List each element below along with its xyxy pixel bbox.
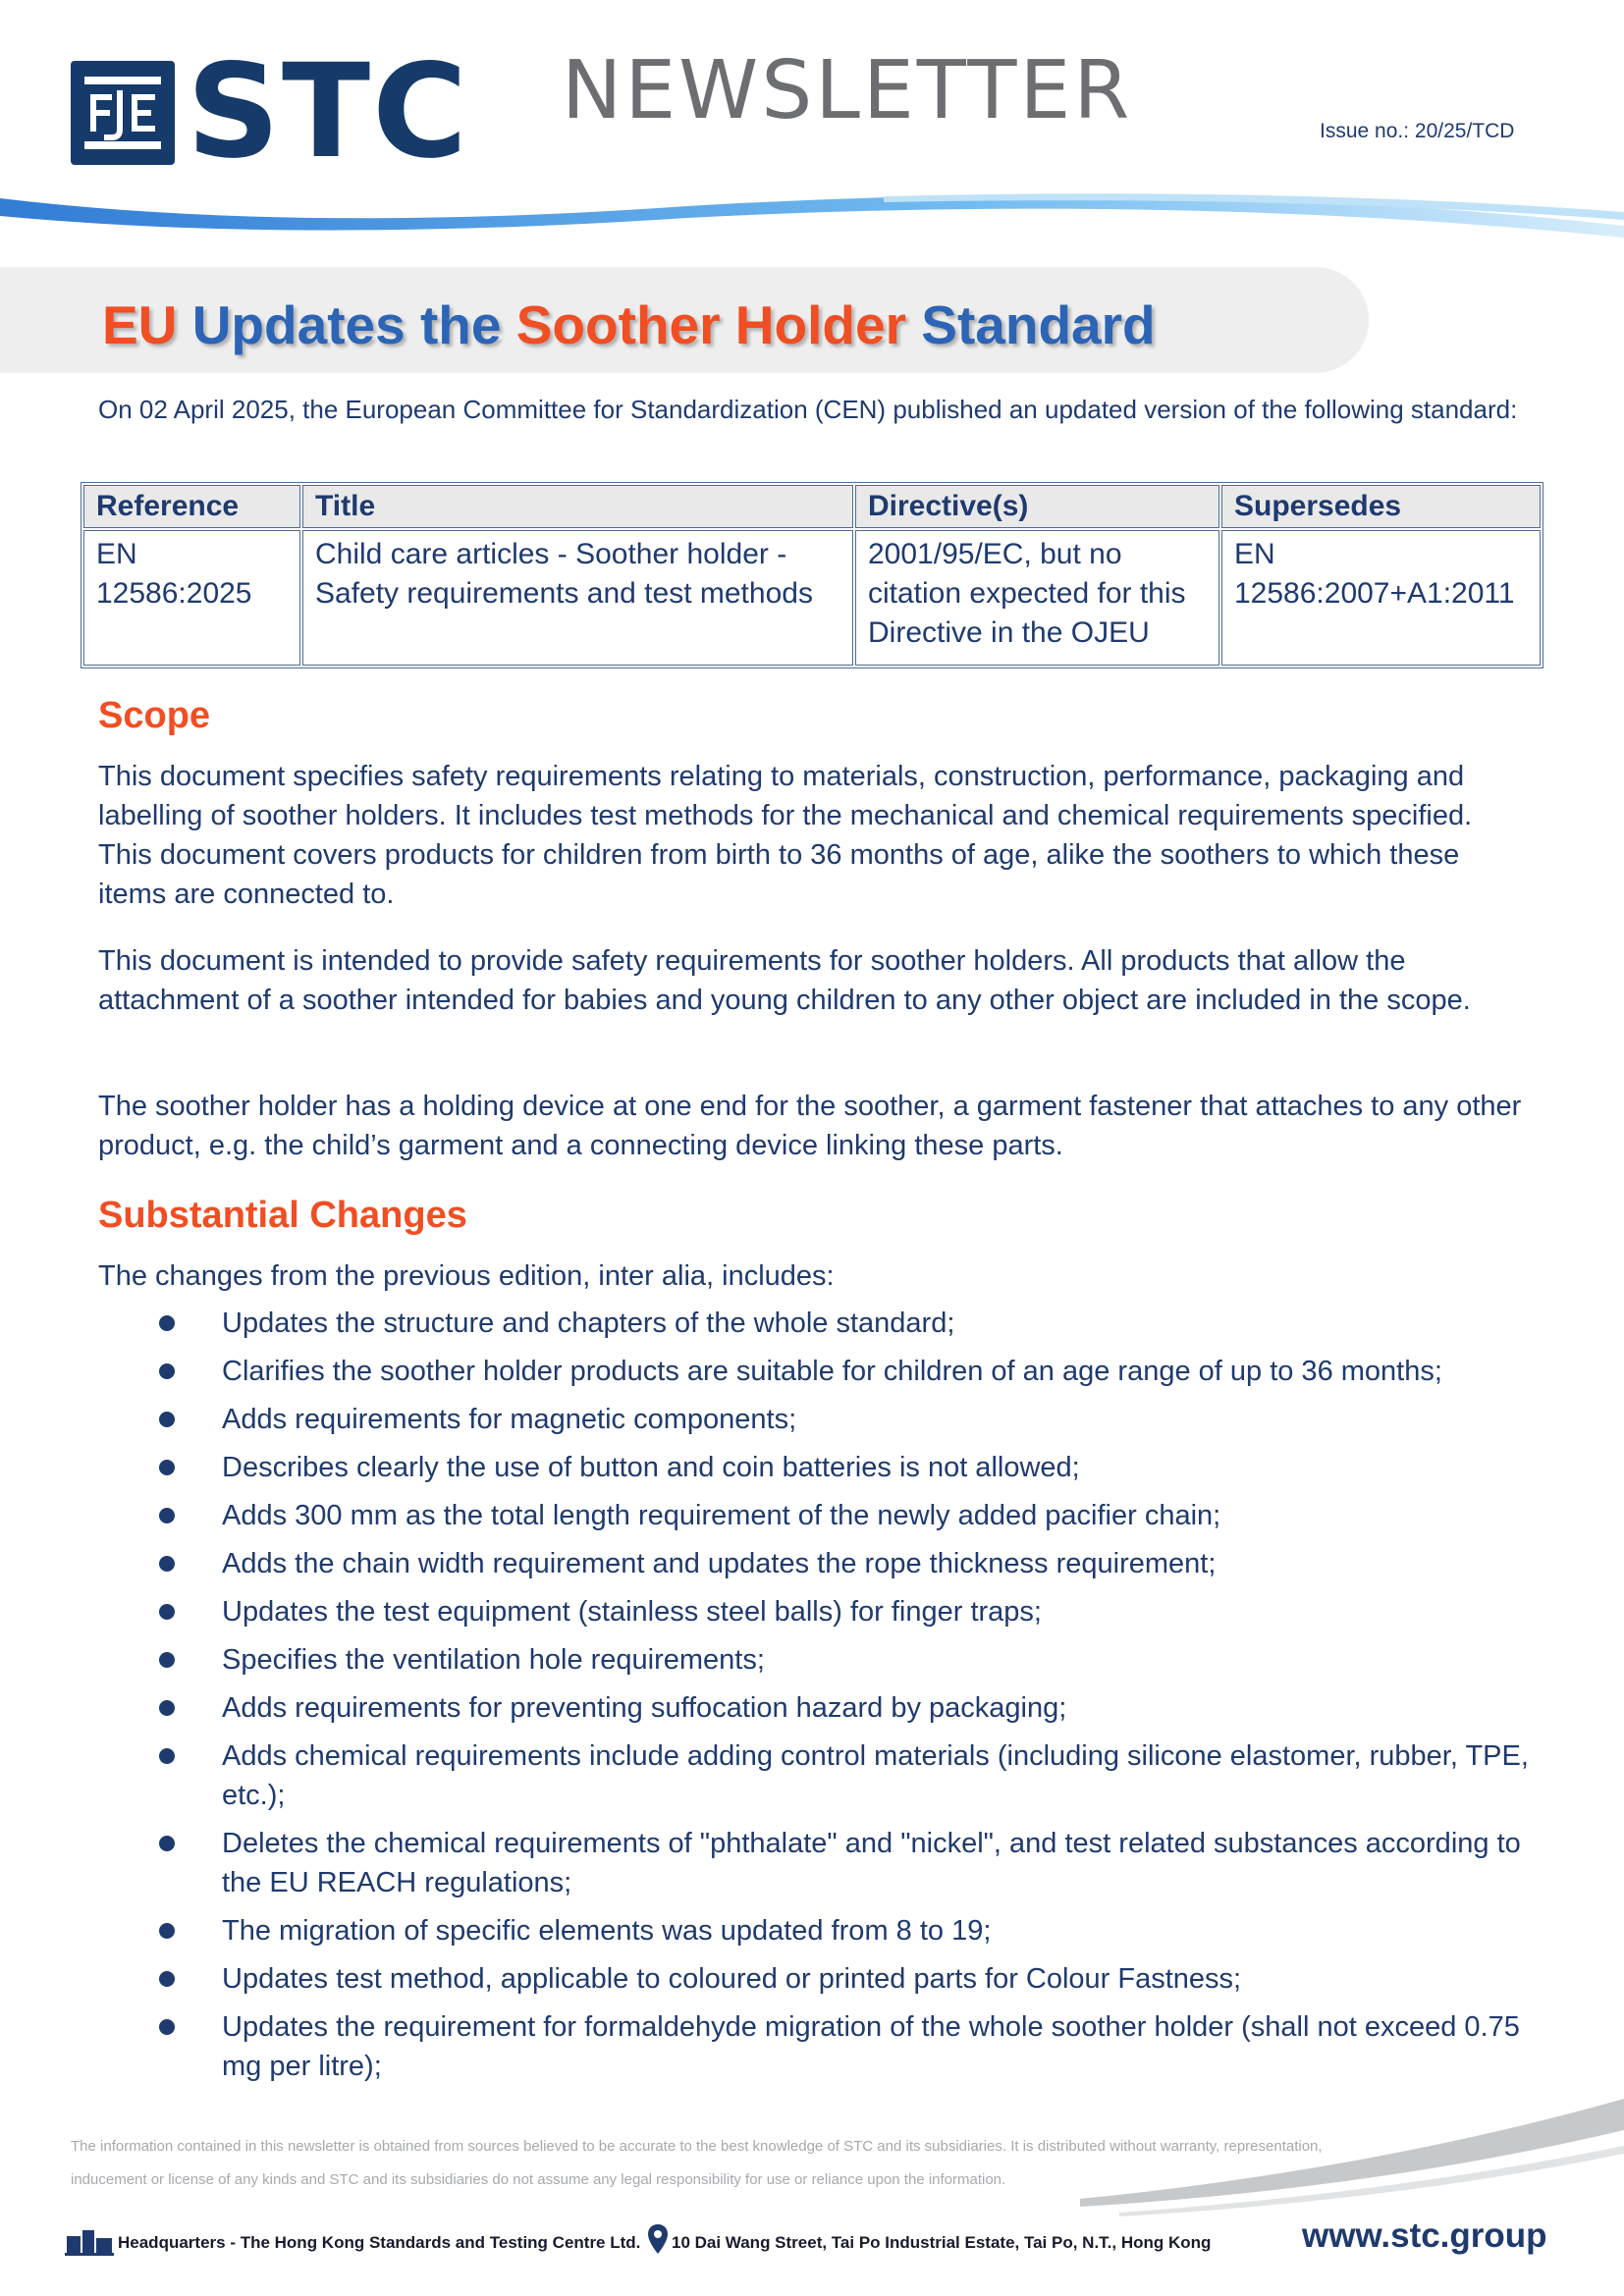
list-item-text: Adds requirements for magnetic components;	[222, 1404, 797, 1435]
list-item-text: Updates test method, applicable to coloured or printed parts for Colour Fastness;	[222, 1963, 1242, 1995]
bullet-icon	[159, 1412, 175, 1427]
list-item	[0, 1352, 1624, 1391]
newsletter-label: NEWSLETTER	[562, 44, 1133, 137]
list-item-text: Adds the chain width requirement and updates the rope thickness requirement;	[222, 1548, 1217, 1579]
stc-logo-icon	[71, 61, 175, 165]
list-item	[0, 1304, 1624, 1343]
scope-paragraph: This document is intended to provide safety requirements for soother holders. All products that allow the attachment of a soother intended for babies and young children to any other object are included in the scope.	[98, 945, 1471, 1016]
footer-swoosh	[1080, 2091, 1624, 2228]
list-item	[0, 1736, 1624, 1815]
bullet-icon	[159, 1652, 175, 1668]
list-item	[0, 1640, 1624, 1680]
bullet-icon	[159, 2019, 175, 2035]
cell-reference: EN 12586:2025	[83, 530, 300, 666]
website-link[interactable]: www.stc.group	[1302, 2216, 1547, 2255]
standard-table	[81, 482, 1543, 668]
list-item-text: Updates the structure and chapters of the whole standard;	[222, 1308, 955, 1339]
list-item	[0, 2007, 1624, 2086]
list-item	[0, 1959, 1624, 1999]
bullet-icon	[159, 1315, 175, 1331]
table-header-row	[83, 485, 1541, 528]
bullet-icon	[159, 1971, 175, 1987]
scope-paragraph: The soother holder has a holding device at one end for the soother, a garment fastener that attaches to any other product, e.g. the child’s garment and a connecting device linking these parts.	[98, 1091, 1522, 1161]
scope-paragraph: This document specifies safety requirements relating to materials, construction, performance, packaging and labelling of soother holders. It includes test methods for the mechanical and chemical requirements specified. This document covers products for children from birth to 36 months of age, alike the soothers to which these items are connected to.	[98, 761, 1473, 910]
list-item-text: Adds requirements for preventing suffocation hazard by packaging;	[222, 1692, 1067, 1724]
list-item	[0, 1448, 1624, 1487]
cell-title: Child care articles - Soother holder - Safety requirements and test methods	[302, 530, 853, 666]
address-text: 10 Dai Wang Street, Tai Po Industrial Estate, Tai Po, N.T., Hong Kong	[672, 2233, 1212, 2252]
changes-list	[0, 1304, 1624, 2095]
bullet-icon	[159, 1363, 175, 1379]
list-item-text: Specifies the ventilation hole requirements;	[222, 1644, 765, 1676]
header-supersedes: Supersedes	[1221, 485, 1541, 528]
bullet-icon	[159, 1748, 175, 1764]
list-item-text: Adds chemical requirements include adding control materials (including silicone elastomer, rubber, TPE, etc.);	[222, 1740, 1529, 1811]
disclaimer: The information contained in this newsletter is obtained from sources believed to be accurate to the best knowledge of STC and its subsidiaries. It is distributed without warranty, representation, inducement or license of any kinds and STC and its subsidiaries do not assume any legal responsibility for use or reliance upon the information.	[71, 2138, 1323, 2188]
bullet-icon	[159, 1700, 175, 1716]
bullet-icon	[159, 1923, 175, 1939]
list-item-text: Updates the test equipment (stainless steel balls) for finger traps;	[222, 1596, 1042, 1628]
list-item-text: Clarifies the soother holder products are suitable for children of an age range of up to 36 months;	[222, 1356, 1442, 1387]
title-part: EU	[102, 294, 178, 355]
page-title	[102, 293, 1156, 357]
list-item	[0, 1688, 1624, 1728]
table-row	[83, 530, 1541, 666]
header-swoosh	[0, 177, 1624, 255]
location-pin-icon	[648, 2224, 668, 2254]
list-item-text: The migration of specific elements was updated from 8 to 19;	[222, 1915, 992, 1947]
list-item	[0, 1496, 1624, 1535]
header-title: Title	[302, 485, 853, 528]
bullet-icon	[159, 1556, 175, 1572]
list-item	[0, 1824, 1624, 1902]
cell-directives: 2001/95/EC, but no citation expected for this Directive in the OJEU	[855, 530, 1219, 666]
scope-heading: Scope	[98, 695, 211, 736]
building-icon	[65, 2226, 114, 2256]
intro-text: On 02 April 2025, the European Committee for Standardization (CEN) published an updated version of the following standard:	[98, 395, 1518, 424]
list-item	[0, 1911, 1624, 1950]
header-directives: Directive(s)	[855, 485, 1219, 528]
list-item	[0, 1544, 1624, 1583]
list-item-text: Describes clearly the use of button and coin batteries is not allowed;	[222, 1452, 1080, 1483]
bullet-icon	[159, 1508, 175, 1523]
bullet-icon	[159, 1460, 175, 1475]
headquarters-text: Headquarters - The Hong Kong Standards and Testing Centre Ltd.	[118, 2233, 641, 2252]
header-reference: Reference	[83, 485, 300, 528]
bullet-icon	[159, 1836, 175, 1851]
changes-intro: The changes from the previous edition, inter alia, includes:	[98, 1260, 835, 1292]
list-item	[0, 1592, 1624, 1631]
cell-supersedes: EN 12586:2007+A1:2011	[1221, 530, 1541, 666]
title-part: Soother Holder	[515, 294, 906, 355]
title-part: Standard	[921, 294, 1156, 355]
list-item-text: Updates the requirement for formaldehyde migration of the whole soother holder (shall not exceed 0.75 mg per litre);	[222, 2011, 1520, 2082]
changes-heading: Substantial Changes	[98, 1195, 467, 1236]
title-part: Updates the	[191, 294, 502, 355]
issue-number: Issue no.: 20/25/TCD	[1320, 120, 1515, 142]
logo-text: STC	[187, 36, 469, 187]
list-item	[0, 1400, 1624, 1439]
bullet-icon	[159, 1604, 175, 1620]
list-item-text: Adds 300 mm as the total length requirement of the newly added pacifier chain;	[222, 1500, 1221, 1531]
list-item-text: Deletes the chemical requirements of "phthalate" and "nickel", and test related substances according to the EU REACH regulations;	[222, 1828, 1521, 1898]
